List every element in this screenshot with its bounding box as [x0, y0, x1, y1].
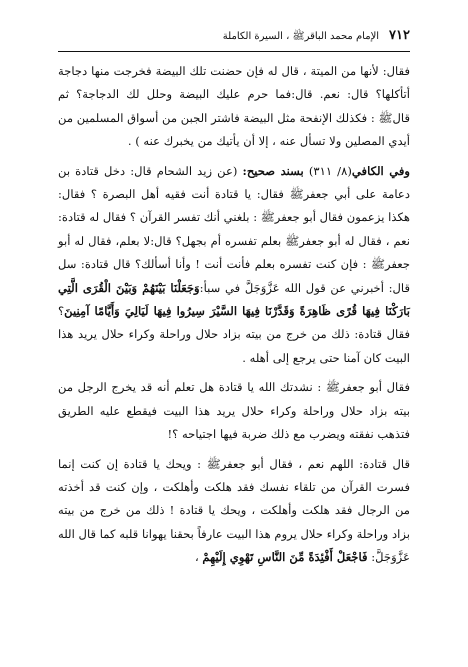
quran-verse: فَاجْعَلْ أَفْئِدَةً مِّنَ النَّاسِ تَهْوِي إِلَيْهِمْ: [202, 550, 368, 565]
running-title: الإمام محمد الباقرﷺ ، السيرة الكاملة: [222, 31, 380, 42]
source-book: وفي الكافي: [351, 163, 411, 178]
paragraph-2: [58, 160, 410, 371]
paragraph-text-tail: ؟ فقال قتادة: ذلك من خرج من بيته بزاد حلال وراحلة وكراء حلال يريد هذا البيت كان آمنا حتى يرجع إلى أهله .: [58, 304, 410, 365]
quran-verse: وَجَعَلْنَا بَيْنَهُمْ وَبَيْنَ الْقُرَى الَّتِي بَارَكْنَا فِيهَا قُرًى ظَاهِرَةً وَقَدَّرْنَا فِيهَا السَّيْرَ سِيرُوا فِيهَا لَيَالِيَ وَأَيَّامًا آمِنِينَ: [58, 280, 410, 319]
header-rule: [58, 51, 410, 52]
page-header: [58, 28, 410, 48]
paragraph-text: فقال: لأنها من الميتة ، قال له فإن حضنت تلك البيضة فخرجت منها دجاجة أتأكلها؟ قال: نعم. قال:فما حرم عليك البيضة وحلل لك الدجاجة؟ ثم قالﷺ : فكذلك الإنفحة مثل البيضة فاشتر الجبن من أسواق المسلمين من أيدي المصلين ولا تسأل عنه ، إلا أن يأتيك من يخبرك عنه ) .: [58, 64, 410, 149]
paragraph-4: [58, 453, 410, 570]
page-body: [58, 60, 410, 570]
paragraph-text: فقال أبو جعفرﷺ : نشدتك الله يا قتادة هل تعلم أنه قد يخرج الرجل من بيته بزاد حلال وراحلة وكراء حلال يريد هذا البيت فيقطع عليه الطريق فتذهب نفقته ويضرب مع ذلك ضربة فيها اجتياحه ؟!: [58, 380, 410, 442]
paragraph-text: قال قتادة: اللهم نعم ، فقال أبو جعفرﷺ : ويحك يا قتادة إن كنت إنما فسرت القرآن من تلقاء نفسك فقد هلكت وأهلكت ، وإن كنت قد أخذته من الرجال فقد هلكت وأهلكت ، ويحك يا قتادة ! ذلك من خرج من بيته بزاد وراحلة وكراء حلال يروم هذا البيت عارفاً بحقنا يهوانا قلبه كما قال الله عَزَّوَجَلَّ:: [58, 456, 410, 565]
source-reference: (٨/ ٣١١): [308, 163, 352, 178]
chain-grading: بسند صحيح:: [242, 163, 304, 178]
paragraph-text-tail: ،: [194, 550, 199, 565]
paragraph-3: [58, 376, 410, 446]
paragraph-text: (عن زيد الشحام قال: دخل قتادة بن دعامة على أبي جعفرﷺ فقال: يا قتادة أنت فقيه أهل البصرة ؟ فقال: هكذا يزعمون فقال أبو جعفرﷺ : بلغني أنك تفسر القرآن ؟ فقال له قتادة: نعم ، فقال له أبو جعفرﷺ بعلم تفسره أم بجهل؟ قال:لا بعلم، فقال له أبو جعفرﷺ : فإن كنت تفسره بعلم فأنت أنت ! وأنا أسألك؟ قال قتادة: سل قال: أخبرني عن قول الله عَزَّوَجَلَّ في سبأ:: [58, 163, 411, 295]
page-number: ٧١٢: [389, 28, 410, 43]
paragraph-1: [58, 60, 410, 154]
